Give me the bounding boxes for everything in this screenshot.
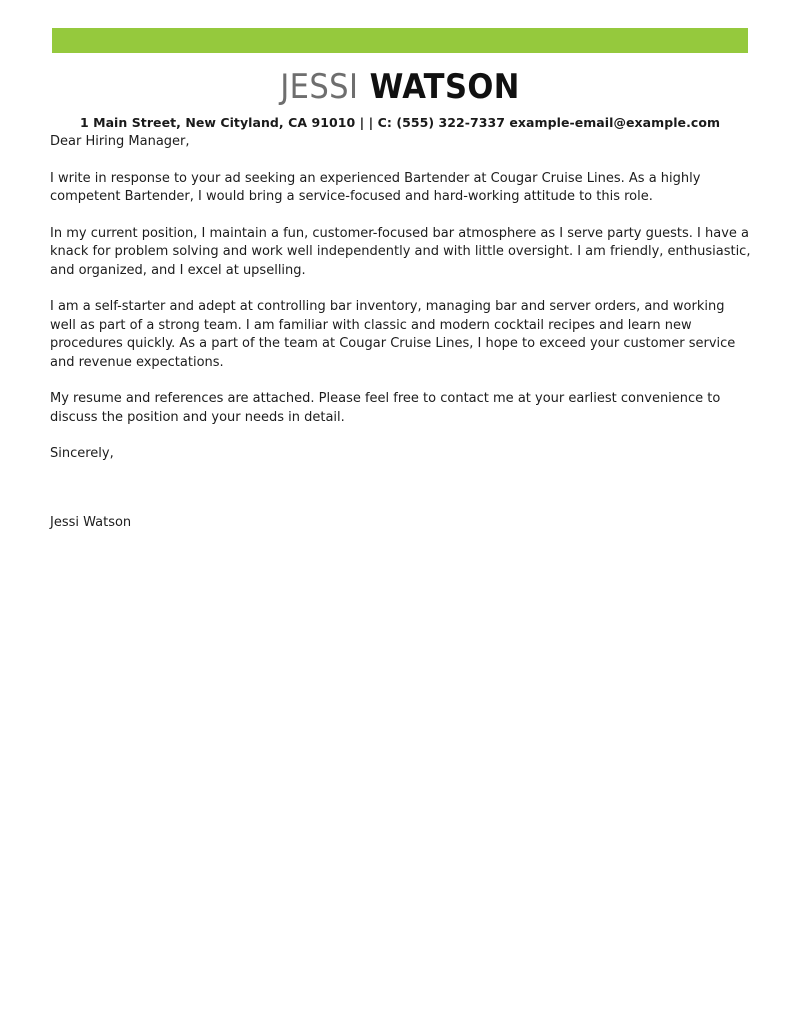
- contact-line: [50, 115, 750, 131]
- closing-salutation: Sincerely,: [50, 446, 114, 461]
- contact-phone: C: (555) 322-7337: [377, 115, 505, 130]
- signature-name: Jessi Watson: [50, 514, 132, 530]
- salutation: Dear Hiring Manager,: [50, 134, 190, 149]
- applicant-name: [50, 68, 750, 106]
- applicant-first-name: JESSI: [280, 67, 359, 107]
- body-paragraph-4: My resume and references are attached. Please feel free to contact me at your earliest convenience to discuss the position and your needs in detail.: [50, 391, 721, 425]
- body-paragraph-1: I write in response to your ad seeking an experienced Bartender at Cougar Cruise Lines. As a highly competent Bartender, I would bring a service-focused and hard-working attitude to this role.: [50, 170, 701, 204]
- letterhead: [50, 68, 750, 131]
- contact-email: example-email@example.com: [509, 115, 721, 130]
- contact-separator-2: |: [368, 115, 374, 130]
- letter-body: [50, 133, 752, 532]
- header-accent-bar: [52, 28, 748, 53]
- applicant-last-name: WATSON: [369, 67, 520, 107]
- contact-address: 1 Main Street, New Cityland, CA 91010: [79, 115, 356, 130]
- body-paragraph-3: I am a self-starter and adept at controlling bar inventory, managing bar and server orders, and working well as part of a strong team. I am familiar with classic and modern cocktail recipes and learn new procedures quickly. As a part of the team at Cougar Cruise Lines, I hope to exceed your customer service and revenue expectations.: [50, 299, 736, 370]
- body-paragraph-2: In my current position, I maintain a fun, customer-focused bar atmosphere as I serve party guests. I have a knack for problem solving and work well independently and with little oversight. I am friendly, enthusiastic, and organized, and I excel at upselling.: [50, 225, 751, 278]
- contact-separator-1: |: [359, 115, 365, 130]
